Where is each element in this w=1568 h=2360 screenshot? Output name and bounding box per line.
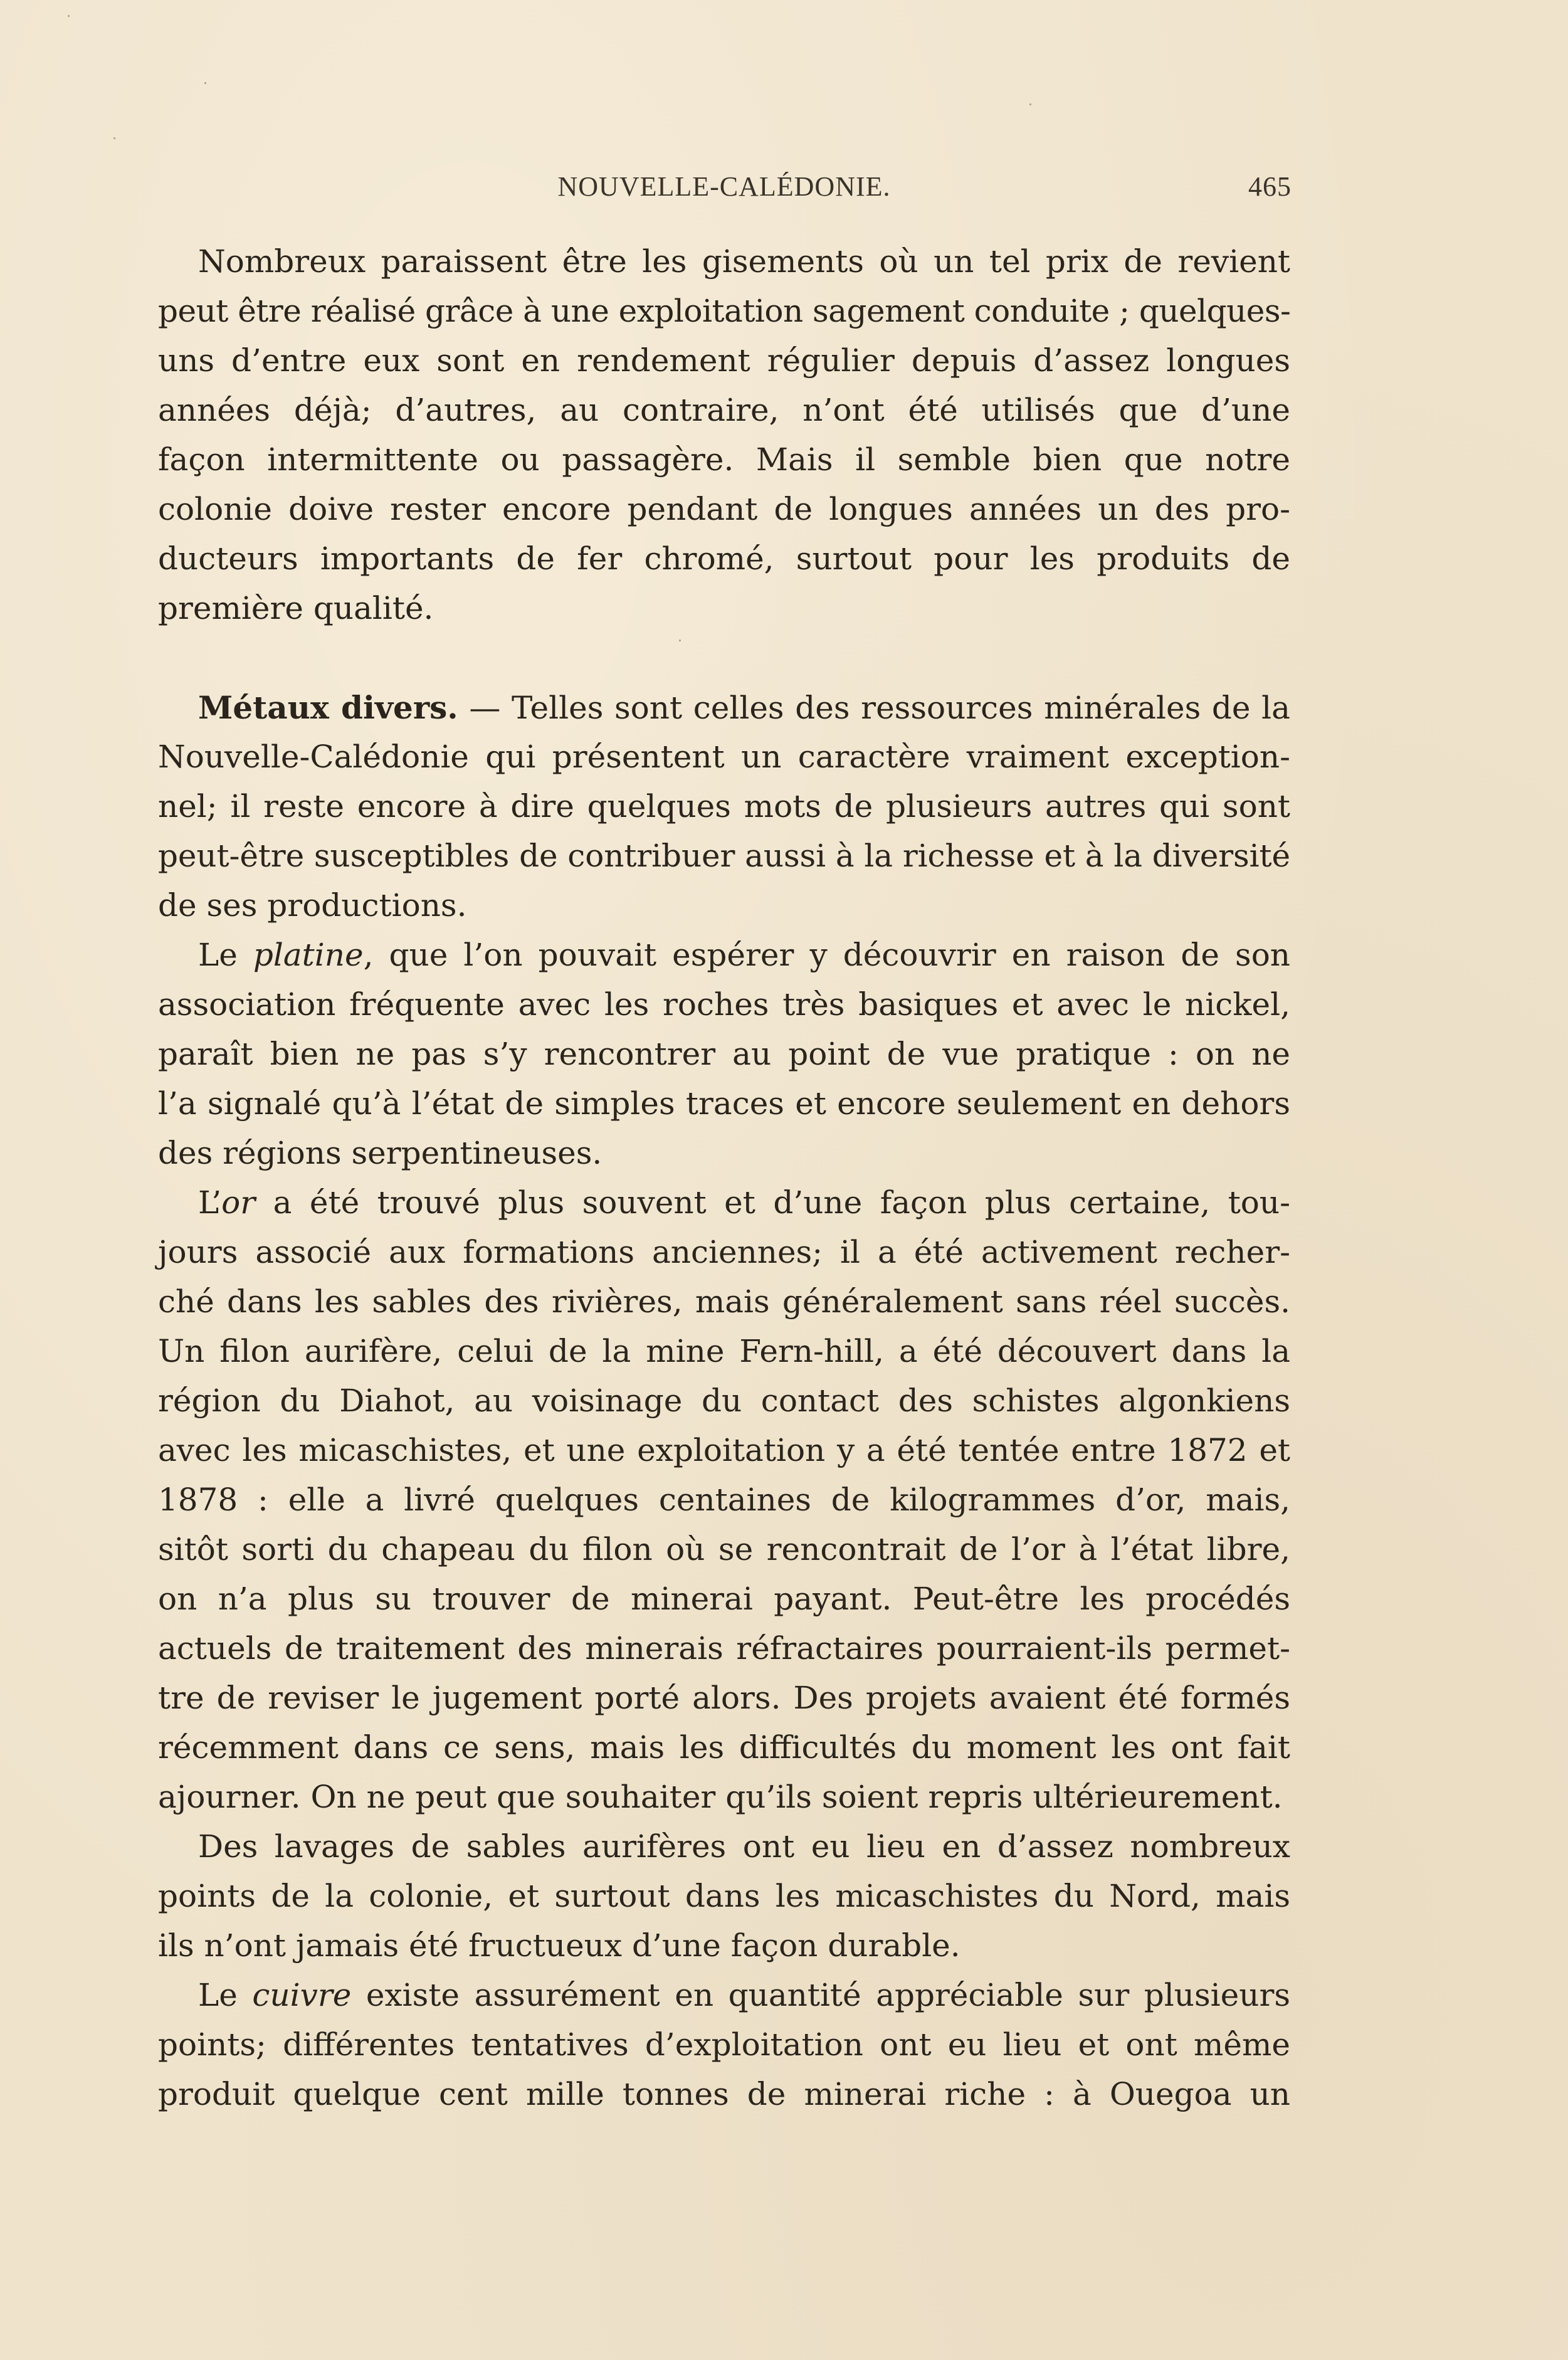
text-line: points; différentes tentatives d’exploitation ont eu lieu et ont même (158, 2026, 1290, 2063)
text-line (158, 1178, 1290, 1228)
paragraph-fer-chrome (158, 237, 1290, 633)
body-text (158, 237, 1290, 2119)
text-line: sitôt sorti du chapeau du filon où se rencontrait de l’or à l’état libre, (158, 1531, 1290, 1567)
page-number: 465 (1248, 171, 1292, 202)
paper-speck (113, 137, 115, 139)
text-line: peut-être susceptibles de contribuer aussi à la richesse et à la diversité (158, 838, 1290, 874)
text-line: association fréquente avec les roches très basiques et avec le nickel, (158, 986, 1290, 1023)
text-line: région du Diahot, au voisinage du contact des schistes algonkiens (158, 1383, 1290, 1419)
text-line: ils n’ont jamais été fructueux d’une façon durable. (158, 1927, 960, 1964)
text-run: — Telles sont celles des ressources minérales de la (458, 690, 1290, 726)
text-line: uns d’entre eux sont en rendement régulier depuis d’assez longues (158, 342, 1290, 379)
text-run: existe assurément en quantité appréciable sur plusieurs (351, 1977, 1291, 2013)
italic-term: cuivre (252, 1977, 352, 2013)
paragraph-or (158, 1178, 1290, 1822)
text-run: L’ (198, 1184, 222, 1221)
text-line: paraît bien ne pas s’y rencontrer au point de vue pratique : on ne (158, 1036, 1290, 1072)
text-line (158, 930, 1290, 980)
text-line: ché dans les sables des rivières, mais généralement sans réel succès. (158, 1283, 1290, 1320)
paragraph-platine (158, 930, 1290, 1178)
text-run: a été trouvé plus souvent et d’une façon plus certaine, tou- (255, 1184, 1290, 1221)
section-heading: Métaux divers. (198, 689, 458, 726)
text-line: récemment dans ce sens, mais les difficultés du moment les ont fait (158, 1729, 1290, 1766)
text-line: de ses productions. (158, 887, 467, 924)
text-line: des régions serpentineuses. (158, 1135, 602, 1171)
running-head (157, 171, 1292, 208)
paper-speck (68, 15, 70, 17)
text-line: Un filon aurifère, celui de la mine Fern-hill, a été découvert dans la (158, 1333, 1290, 1369)
text-line: jours associé aux formations anciennes; il a été activement recher- (158, 1234, 1290, 1270)
text-line: façon intermittente ou passagère. Mais il semble bien que notre (158, 441, 1290, 478)
paragraph-lavages (158, 1822, 1290, 1971)
paragraph-metaux-divers (158, 683, 1290, 930)
paper-speck (204, 82, 206, 84)
section-gap (158, 633, 1290, 683)
text-run: , que l’on pouvait espérer y découvrir en raison de son (363, 937, 1291, 973)
text-line: l’a signalé qu’à l’état de simples traces et encore seulement en dehors (158, 1085, 1290, 1122)
text-run: Le (198, 1977, 253, 2013)
italic-term: or (221, 1184, 256, 1221)
text-line: ajourner. On ne peut que souhaiter qu’ils soient repris ultérieurement. (158, 1779, 1283, 1815)
paragraph-cuivre (158, 1971, 1290, 2119)
text-line: Des lavages de sables aurifères ont eu lieu en d’assez nombreux (198, 1828, 1290, 1865)
text-line: Nouvelle-Calédonie qui présentent un caractère vraiment exception- (158, 739, 1290, 775)
text-line: 1878 : elle a livré quelques centaines de kilogrammes d’or, mais, (158, 1482, 1290, 1518)
text-line: années déjà; d’autres, au contraire, n’ont été utilisés que d’une (158, 392, 1290, 428)
text-line: produit quelque cent mille tonnes de minerai riche : à Ouegoa un (158, 2076, 1290, 2112)
running-title: NOUVELLE-CALÉDONIE. (557, 171, 891, 202)
text-line: tre de reviser le jugement porté alors. Des projets avaient été formés (158, 1680, 1290, 1716)
text-line (158, 1971, 1290, 2020)
text-line: points de la colonie, et surtout dans les micaschistes du Nord, mais (158, 1878, 1290, 1914)
text-line: avec les micaschistes, et une exploitation y a été tentée entre 1872 et (158, 1432, 1290, 1468)
italic-term: platine (253, 937, 364, 973)
paper-speck (1029, 103, 1031, 105)
text-line: on n’a plus su trouver de minerai payant. Peut-être les procédés (158, 1581, 1290, 1617)
text-run: Le (198, 937, 253, 973)
text-line: Nombreux paraissent être les gisements où un tel prix de revient (198, 243, 1290, 280)
text-line (158, 683, 1290, 732)
text-line: peut être réalisé grâce à une exploitation sagement conduite ; quelques- (158, 293, 1291, 329)
text-line: nel; il reste encore à dire quelques mots de plusieurs autres qui sont (158, 788, 1290, 824)
text-line: colonie doive rester encore pendant de longues années un des pro- (158, 491, 1290, 527)
paper-speck (679, 640, 681, 641)
text-line: actuels de traitement des minerais réfractaires pourraient-ils permet- (158, 1630, 1290, 1667)
text-line: première qualité. (158, 590, 434, 626)
text-line: ducteurs importants de fer chromé, surtout pour les produits de (158, 540, 1290, 577)
